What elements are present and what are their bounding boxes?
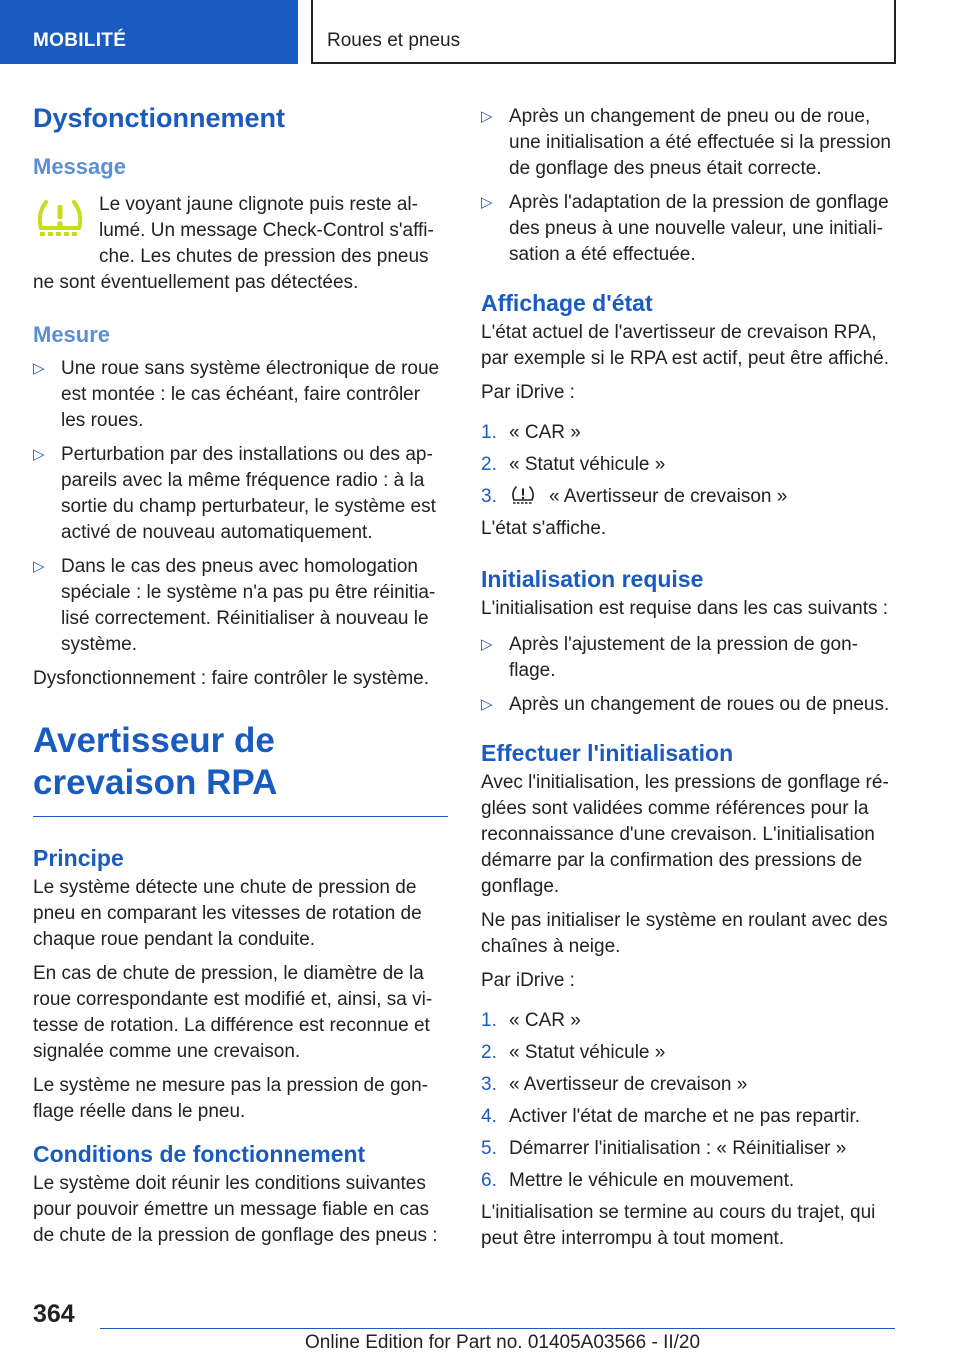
message-line-1: Le voyant jaune clignote puis reste al- [99,194,418,215]
header-section-label: MOBILITÉ [33,30,127,51]
message-line-2: lumé. Un message Check-Control s'affi- [99,220,434,241]
measure-heading: Mesure [33,322,111,347]
list-item: ▷ Après un changement de roues ou de pneus. [481,692,895,718]
triangle-bullet-icon: ▷ [33,360,45,377]
conditions-list [481,104,895,268]
triangle-bullet-icon: ▷ [481,194,493,211]
tire-warning-icon [511,485,535,505]
perform-init-steps [481,1008,895,1194]
list-item: 5. Démarrer l'initialisation : « Réinitialiser » [481,1138,847,1159]
list-item: ▷ Dans le cas des pneus avec homologation spéciale : le système n'a pas pu être réinitia-lisé correctement. Réinitialiser à nouveau le système. [33,556,436,655]
principle-paragraph-2: En cas de chute de pression, le diamètre de la roue correspondante est modifié et, ainsi, sa vi-tesse de rotation. La différence est reconnue et signalée comme une crevaison. [33,963,433,1062]
triangle-bullet-icon: ▷ [481,636,493,653]
list-item: ▷ Après l'adaptation de la pression de gonflage des pneus à une nouvelle valeur, une initiali-sation a été effectuée. [481,192,889,265]
edition-note: Online Edition for Part no. 01405A03566 - II/20 [305,1332,701,1353]
list-item: 3. « Avertisseur de crevaison » [481,486,788,507]
list-item: ▷ Une roue sans système électronique de roue est montée : le cas échéant, faire contrôler les roues. [33,358,440,431]
list-item: 4. Activer l'état de marche et ne pas repartir. [481,1106,861,1127]
measure-list [33,356,448,658]
status-idrive-label: Par iDrive : [481,382,575,403]
status-steps [481,420,895,510]
list-item: ▷ Après un changement de pneu ou de roue, une initialisation a été effectuée si la pression de gonflage des pneus était correcte. [481,106,892,179]
rpa-chapter-title: Avertisseur de crevaison RPA [33,720,448,817]
list-item: 6. Mettre le véhicule en mouvement. [481,1170,795,1191]
perform-init-closing: L'initialisation se termine au cours du trajet, qui peut être interrompu à tout moment. [481,1202,876,1249]
malfunction-heading: Dysfonctionnement [33,103,286,133]
perform-init-idrive-label: Par iDrive : [481,970,575,991]
init-required-list [481,632,895,718]
conditions-text: Le système doit réunir les conditions suivantes pour pouvoir émettre un message fiable en cas de chute de la pression de gonflage des pneus : [33,1173,438,1246]
list-item: ▷ Perturbation par des installations ou des ap-pareils avec la même fréquence radio : à la sortie du champ perturbateur, le système est activé de nouveau automatiquement. [33,444,436,543]
conditions-heading: Conditions de fonctionnement [33,1141,366,1167]
list-item: 1. « CAR » [481,422,581,443]
triangle-bullet-icon: ▷ [481,696,493,713]
principle-heading: Principe [33,845,124,871]
message-block [33,192,448,296]
perform-init-heading: Effectuer l'initialisation [481,740,734,766]
list-item: 2. « Statut véhicule » [481,454,666,475]
message-line-4: ne sont éventuellement pas détectées. [33,272,359,293]
list-item: 2. « Statut véhicule » [481,1042,666,1063]
triangle-bullet-icon: ▷ [33,558,45,575]
tire-pressure-warning-icon [33,194,87,244]
init-required-text: L'initialisation est requise dans les cas suivants : [481,598,889,619]
right-column [481,104,895,1252]
left-column [33,100,448,1249]
status-text: L'état actuel de l'avertisseur de crevaison RPA, par exemple si le RPA est actif, peut être affiché. [481,322,890,369]
list-item: 3. « Avertisseur de crevaison » [481,1074,748,1095]
principle-paragraph-3: Le système ne mesure pas la pression de gon-flage réelle dans le pneu. [33,1075,428,1122]
principle-paragraph-1: Le système détecte une chute de pression de pneu en comparant les vitesses de rotation de chaque roue pendant la conduite. [33,877,422,950]
status-heading: Affichage d'état [481,290,653,316]
perform-init-paragraph-1: Avec l'initialisation, les pressions de gonflage ré-glées sont validées comme références pour la reconnaissance d'une crevaison. L'initialisation démarre par la confirmation des pressions de gonflage. [481,772,889,897]
header-topic-box [311,0,896,64]
status-result: L'état s'affiche. [481,518,607,539]
triangle-bullet-icon: ▷ [481,108,493,125]
init-required-heading: Initialisation requise [481,566,704,592]
message-line-3: che. Les chutes de pression des pneus [99,246,429,267]
header-section-tab [0,0,298,64]
message-heading: Message [33,154,126,179]
page-number: 364 [33,1300,75,1328]
triangle-bullet-icon: ▷ [33,446,45,463]
footer-divider [100,1328,895,1329]
header-topic-label: Roues et pneus [327,30,461,51]
malfunction-footer-text: Dysfonctionnement : faire contrôler le système. [33,668,430,689]
list-item: 1. « CAR » [481,1010,581,1031]
list-item: ▷ Après l'ajustement de la pression de gon-flage. [481,634,858,681]
perform-init-paragraph-2: Ne pas initialiser le système en roulant avec des chaînes à neige. [481,910,888,957]
